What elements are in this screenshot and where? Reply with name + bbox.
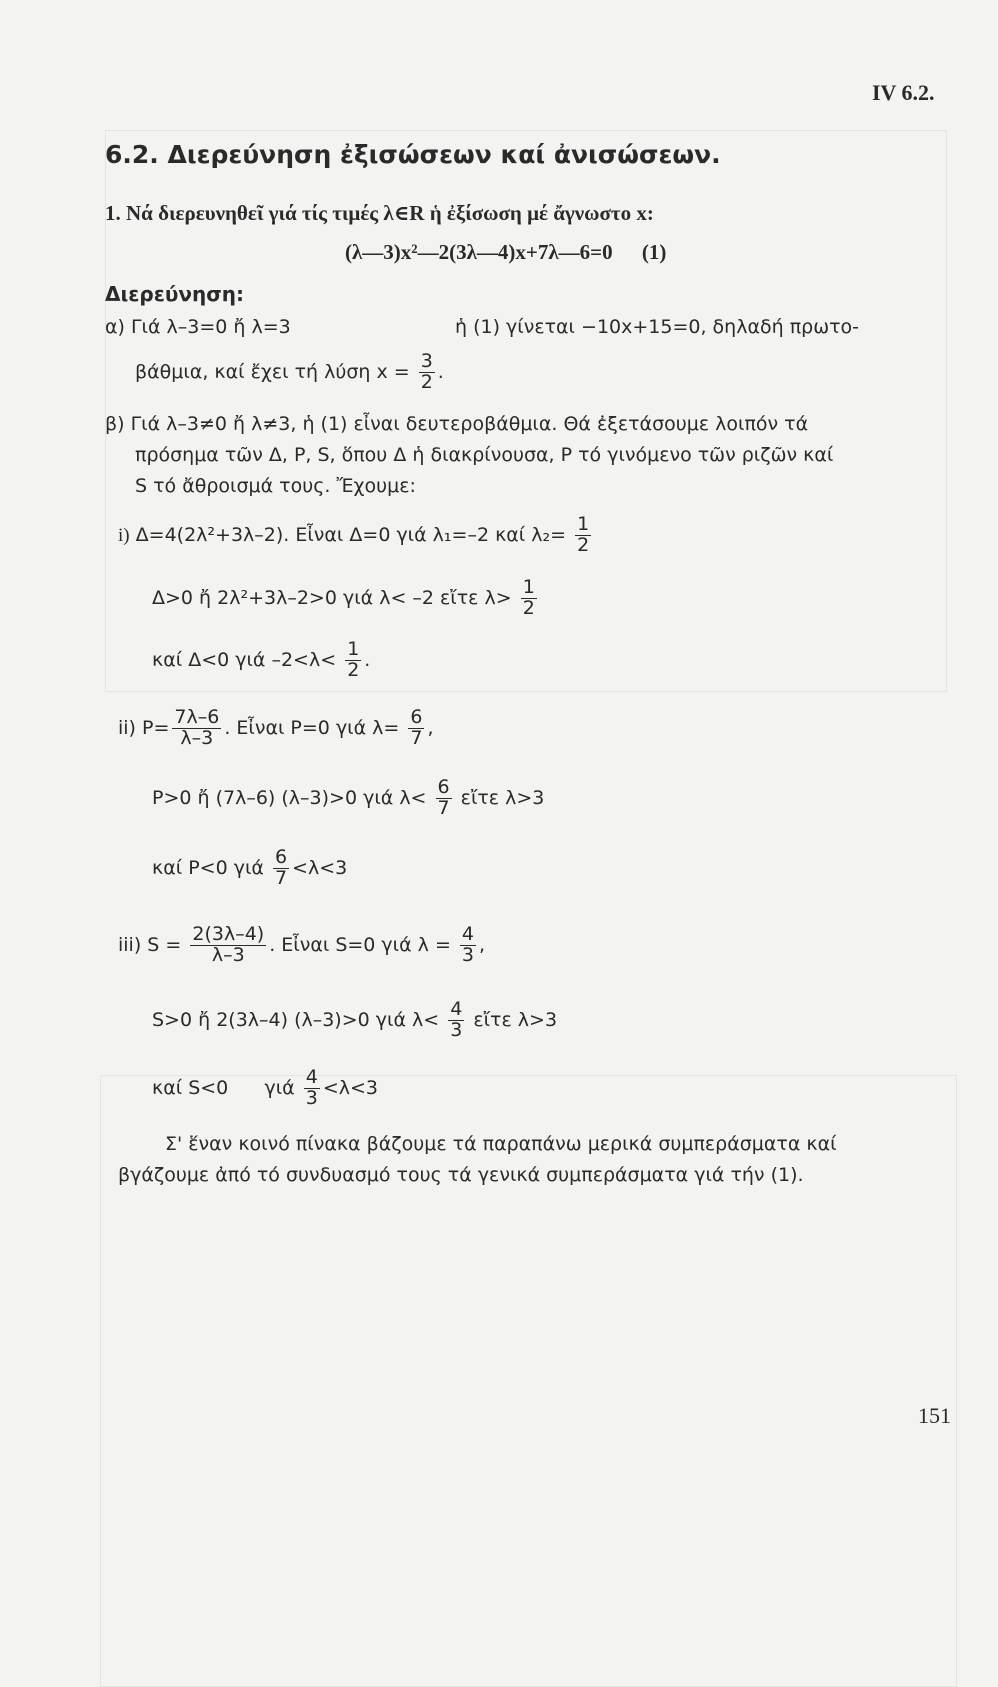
- frac-den: λ–3: [180, 726, 214, 749]
- frac-den: 2: [522, 596, 535, 619]
- fraction-six-sevenths: [436, 778, 452, 819]
- fraction-one-half: [521, 578, 537, 619]
- exercise-number: 1.: [105, 201, 121, 225]
- running-head: IV 6.2.: [872, 80, 935, 105]
- part-i-line1: [118, 515, 594, 556]
- exercise-text: Νά διερευνηθεῖ γιά τίς τιμές λ∈R ἡ ἐξίσωση μέ ἄγνωστο x:: [126, 201, 654, 225]
- frac-den: 3: [450, 1018, 463, 1041]
- analysis-heading: Διερεύνηση:: [105, 282, 245, 306]
- frac-num: 7λ–6: [174, 706, 220, 728]
- frac-den: 7: [410, 726, 423, 749]
- part-ii-line2: [152, 778, 544, 819]
- fraction-one-half: [345, 640, 361, 681]
- part-iii-line3: [152, 1068, 378, 1109]
- frac-num: 6: [410, 706, 423, 728]
- case-a-line1-left: α) Γιά λ–3=0 ἤ λ=3: [105, 316, 291, 338]
- frac-den: λ–3: [211, 943, 245, 966]
- frac-num: 6: [274, 846, 288, 868]
- frac-den: 3: [461, 943, 475, 966]
- frac-num: 6: [437, 776, 450, 798]
- part-iii-text1: . Εἶναι S=0 γιά λ =: [269, 933, 451, 956]
- comma: ,: [427, 716, 434, 739]
- conclusion-line1: Σ' ἕναν κοινό πίνακα βάζουμε τά παραπάνω μερικά συμπεράσματα καί: [165, 1133, 837, 1155]
- exercise-equation: [345, 240, 666, 265]
- part-iii-text3: καί S<0 γιά: [152, 1076, 295, 1099]
- part-iii-line1: [118, 925, 485, 966]
- case-b-line2: πρόσημα τῶν Δ, P, S, ὅπου Δ ἡ διακρίνουσα, P τό γινόμενο τῶν ριζῶν καί: [135, 444, 834, 466]
- case-a-line1-right: ἡ (1) γίνεται −10x+15=0, δηλαδή πρωτο-: [455, 316, 860, 338]
- equation-ref: (1): [641, 240, 667, 264]
- part-i-label: i): [118, 524, 130, 546]
- frac-den: 2: [347, 658, 360, 681]
- frac-den: 7: [437, 796, 450, 819]
- section-title: 6.2. Διερεύνηση ἐξισώσεων καί ἀνισώσεων.: [105, 140, 721, 169]
- part-i-text1: Δ=4(2λ²+3λ–2). Εἶναι Δ=0 γιά λ₁=–2 καί λ₂=: [135, 523, 567, 546]
- part-ii-text2: P>0 ἤ (7λ–6) (λ–3)>0 γιά λ<: [152, 786, 427, 809]
- frac-num: 3: [420, 350, 433, 372]
- part-iii-text2-rest: εἴτε λ>3: [473, 1008, 558, 1031]
- part-iii-text2: S>0 ἤ 2(3λ–4) (λ–3)>0 γιά λ<: [152, 1008, 440, 1031]
- frac-num: 4: [450, 998, 463, 1020]
- frac-num: 1: [577, 513, 590, 535]
- frac-num: 1: [347, 638, 360, 660]
- part-ii-line1: [118, 708, 434, 749]
- case-b-line3: S τό ἄθροισμά τους. Ἔχουμε:: [135, 475, 416, 497]
- part-ii-label: ii) P=: [118, 716, 170, 739]
- part-ii-text2-rest: εἴτε λ>3: [460, 786, 545, 809]
- conclusion-line2: βγάζουμε ἀπό τό συνδυασμό τους τά γενικά συμπεράσματα γιά τήν (1).: [118, 1164, 804, 1186]
- part-iii-text3-rest: <λ<3: [322, 1076, 379, 1099]
- fraction-four-thirds: [460, 925, 476, 966]
- fraction-one-half: [575, 515, 591, 556]
- part-i-line3: [152, 640, 370, 681]
- frac-den: 3: [305, 1086, 318, 1109]
- fraction-p: [172, 708, 221, 749]
- frac-num: 4: [461, 923, 475, 945]
- equation-text: (λ—3)x²—2(3λ—4)x+7λ—6=0: [345, 240, 613, 264]
- part-ii-text1: . Εἶναι P=0 γιά λ=: [224, 716, 400, 739]
- frac-den: 2: [420, 370, 433, 393]
- frac-den: 2: [577, 533, 590, 556]
- period: .: [364, 648, 371, 671]
- fraction-six-sevenths: [273, 848, 289, 889]
- fraction-four-thirds: [448, 1000, 464, 1041]
- fraction-six-sevenths: [408, 708, 424, 749]
- fraction-s: [190, 925, 266, 966]
- fraction-three-halves: [419, 352, 435, 393]
- part-i-text2: Δ>0 ἤ 2λ²+3λ–2>0 γιά λ< –2 εἴτε λ>: [152, 586, 512, 609]
- period: .: [437, 360, 444, 383]
- page-number: 151: [918, 1403, 951, 1428]
- part-ii-text3-rest: <λ<3: [292, 856, 348, 879]
- fraction-four-thirds: [304, 1068, 320, 1109]
- case-a-text: βάθμια, καί ἔχει τή λύση x =: [135, 360, 410, 383]
- frac-num: 2(3λ–4): [192, 923, 265, 945]
- frac-num: 4: [305, 1066, 318, 1088]
- part-iii-line2: [152, 1000, 557, 1041]
- part-i-text3: καί Δ<0 γιά –2<λ<: [152, 648, 337, 671]
- part-i-line2: [152, 578, 540, 619]
- case-b-line1: β) Γιά λ–3≠0 ἤ λ≠3, ἡ (1) εἶναι δευτεροβάθμια. Θά ἐξετάσουμε λοιπόν τά: [105, 413, 809, 435]
- case-a-line2: [135, 352, 444, 393]
- part-ii-text3: καί P<0 γιά: [152, 856, 264, 879]
- frac-den: 7: [274, 866, 288, 889]
- part-iii-label: iii) S =: [118, 933, 182, 956]
- frac-num: 1: [522, 576, 535, 598]
- part-ii-line3: [152, 848, 347, 889]
- comma: ,: [479, 933, 486, 956]
- exercise-statement: [105, 200, 654, 226]
